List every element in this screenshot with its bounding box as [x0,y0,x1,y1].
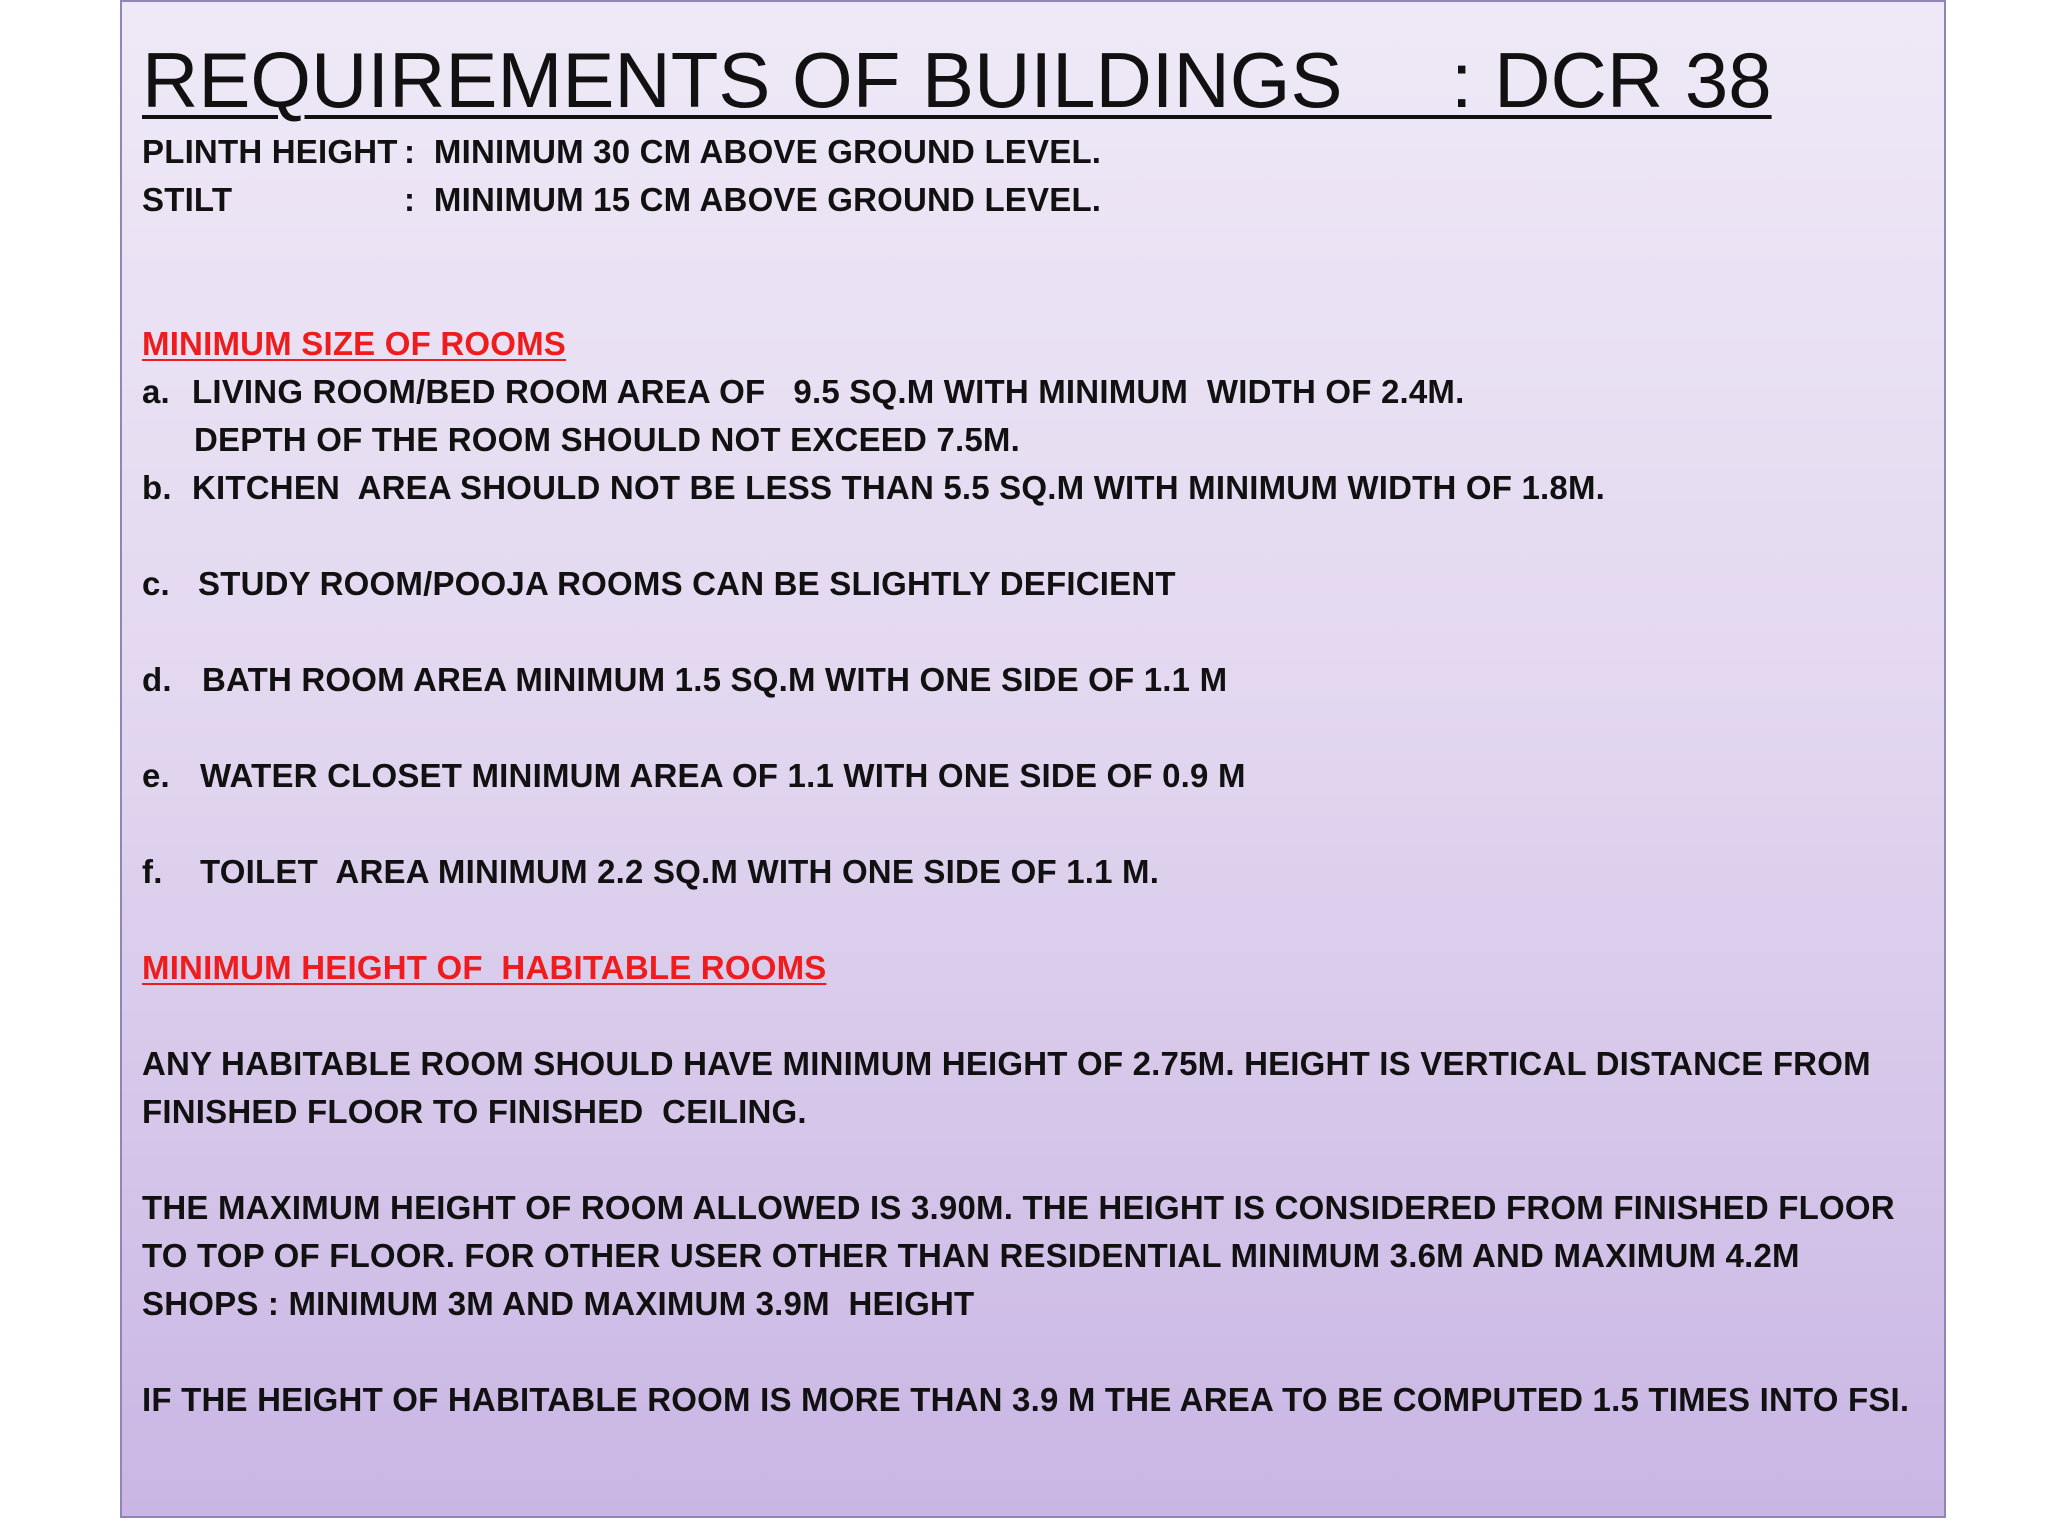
room-item-letter: f. [142,853,163,890]
height-paragraph-line: TO TOP OF FLOOR. FOR OTHER USER OTHER THAN RESIDENTIAL MINIMUM 3.6M AND MAXIMUM 4.2M [142,1237,1800,1274]
room-item-f [142,852,1159,892]
room-item-a [142,372,1464,412]
room-item-b [142,468,1605,508]
slide-title: REQUIREMENTS OF BUILDINGS : DCR 38 [142,36,1772,124]
room-item-letter: a. [142,373,170,410]
rooms-size-heading: MINIMUM SIZE OF ROOMS [142,325,567,362]
room-item-text: KITCHEN AREA SHOULD NOT BE LESS THAN 5.5 SQ.M WITH MINIMUM WIDTH OF 1.8M. [192,469,1606,506]
room-item-text: TOILET AREA MINIMUM 2.2 SQ.M WITH ONE SIDE OF 1.1 M. [200,853,1160,890]
plinth-height-line [142,132,1101,172]
room-item-text: WATER CLOSET MINIMUM AREA OF 1.1 WITH ONE SIDE OF 0.9 M [200,757,1246,794]
height-paragraph-line: THE MAXIMUM HEIGHT OF ROOM ALLOWED IS 3.90M. THE HEIGHT IS CONSIDERED FROM FINISHED FLOOR [142,1189,1895,1226]
room-item-letter: e. [142,757,170,794]
room-item-letter: b. [142,469,172,506]
stilt-value: : MINIMUM 15 CM ABOVE GROUND LEVEL. [404,181,1102,218]
habitable-height-heading: MINIMUM HEIGHT OF HABITABLE ROOMS [142,949,827,986]
height-paragraph-line: FINISHED FLOOR TO FINISHED CEILING. [142,1093,807,1130]
height-paragraph-line: IF THE HEIGHT OF HABITABLE ROOM IS MORE THAN 3.9 M THE AREA TO BE COMPUTED 1.5 TIMES INTO FSI. [142,1381,1910,1418]
slide [120,0,1946,1518]
stilt-line [142,180,1101,220]
room-item-text: STUDY ROOM/POOJA ROOMS CAN BE SLIGHTLY DEFICIENT [198,565,1176,602]
room-item-d [142,660,1227,700]
room-item-a-continuation: DEPTH OF THE ROOM SHOULD NOT EXCEED 7.5M. [194,421,1020,458]
room-item-e [142,756,1246,796]
room-item-letter: d. [142,661,172,698]
height-paragraph-line: SHOPS : MINIMUM 3M AND MAXIMUM 3.9M HEIGHT [142,1285,975,1322]
height-paragraph-line: ANY HABITABLE ROOM SHOULD HAVE MINIMUM HEIGHT OF 2.75M. HEIGHT IS VERTICAL DISTANCE FROM [142,1045,1871,1082]
stilt-label: STILT [142,181,233,218]
room-item-text: LIVING ROOM/BED ROOM AREA OF 9.5 SQ.M WITH MINIMUM WIDTH OF 2.4M. [192,373,1465,410]
plinth-height-label: PLINTH HEIGHT [142,133,398,170]
plinth-height-value: : MINIMUM 30 CM ABOVE GROUND LEVEL. [404,133,1102,170]
room-item-text: BATH ROOM AREA MINIMUM 1.5 SQ.M WITH ONE SIDE OF 1.1 M [202,661,1228,698]
room-item-letter: c. [142,565,170,602]
room-item-c [142,564,1176,604]
